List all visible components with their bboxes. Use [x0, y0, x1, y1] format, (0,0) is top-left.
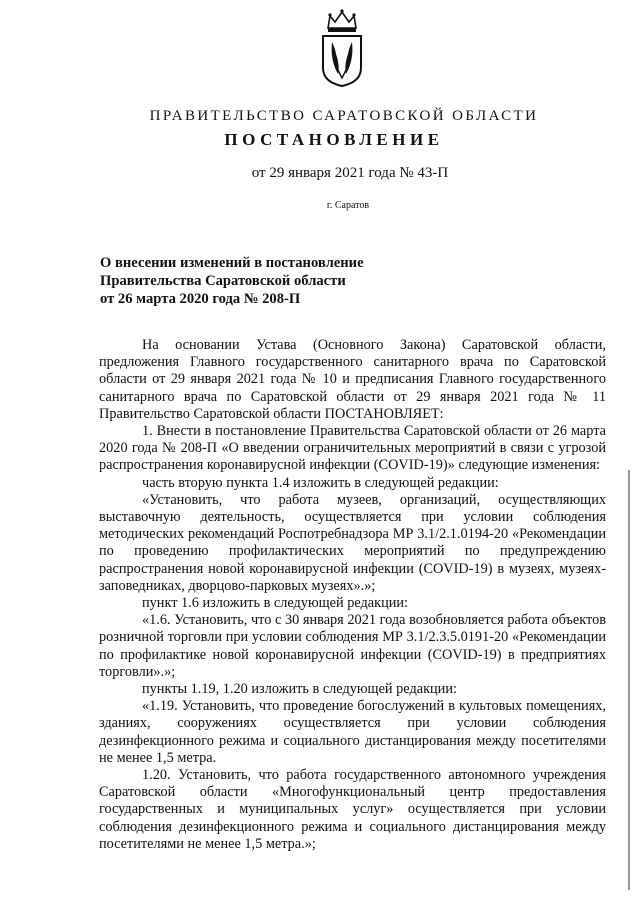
- paragraph: «1.19. Установить, что проведение богослужений в культовых помещениях, зданиях, сооружениях осуществляется при условии соблюдения дезинфекционного режима и социального дистанцирования между посетителями не менее 1,5 метра.: [99, 698, 606, 766]
- document-body: [99, 337, 606, 853]
- saratov-coat-of-arms-icon: [318, 8, 366, 88]
- paragraph: 1.20. Установить, что работа государственного автономного учреждения Саратовской области «Многофункциональный центр предоставления государственных и муниципальных услуг» осуществляется при условии соблюдения дезинфекционного режима и социального дистанцирования между посетителями не менее 1,5 метра.»;: [99, 767, 606, 852]
- subject-line: О внесении изменений в постановление: [100, 255, 364, 271]
- document-type: ПОСТАНОВЛЕНИЕ: [224, 130, 444, 149]
- subject-line: Правительства Саратовской области: [100, 273, 346, 289]
- paragraph: пункт 1.6 изложить в следующей редакции:: [142, 595, 409, 612]
- paragraph: 1. Внести в постановление Правительства Саратовской области от 26 марта 2020 года № 208-П «О введении ограничительных мероприятий в связи с угрозой распространения коронавирусной инфекции (COVID-19)» следующие изменения:: [99, 423, 606, 474]
- paragraph: «1.6. Установить, что с 30 января 2021 года возобновляется работа объектов розничной торговли при условии соблюдения МР 3.1/2.3.5.0191-20 «Рекомендации по профилактике новой коронавирусной инфекции (COVID-19) в предприятиях торговли».»;: [99, 612, 606, 680]
- date-number: от 29 января 2021 года № 43-П: [251, 165, 449, 181]
- paragraph: На основании Устава (Основного Закона) Саратовской области, предложения Главного государственного санитарного врача по Саратовской области от 29 января 2021 года № 10 и предписания Главного государственного санитарного врача по Саратовской области от 29 января 2021 года № 11 Правительство Саратовской области ПОСТАНОВЛЯЕТ:: [99, 337, 606, 422]
- document-subject: [100, 254, 364, 308]
- scan-edge-line: [628, 470, 630, 890]
- subject-line: от 26 марта 2020 года № 208-П: [100, 291, 301, 307]
- paragraph: часть вторую пункта 1.4 изложить в следующей редакции:: [142, 474, 499, 491]
- city: г. Саратов: [326, 200, 370, 211]
- paragraph: «Установить, что работа музеев, организаций, осуществляющих выставочную деятельность, осуществляется при условии соблюдения методических рекомендаций Роспотребнадзора МР 3.1/2.1.0194-20 «Рекомендации по проведению профилактических мероприятий по предупреждению распространения новой коронавирусной инфекции (COVID-19) в музеях, музеях-заповедниках, дворцово-парковых музеях».»;: [99, 491, 606, 594]
- paragraph: пункты 1.19, 1.20 изложить в следующей редакции:: [142, 681, 457, 698]
- government-name: ПРАВИТЕЛЬСТВО САРАТОВСКОЙ ОБЛАСТИ: [149, 108, 539, 124]
